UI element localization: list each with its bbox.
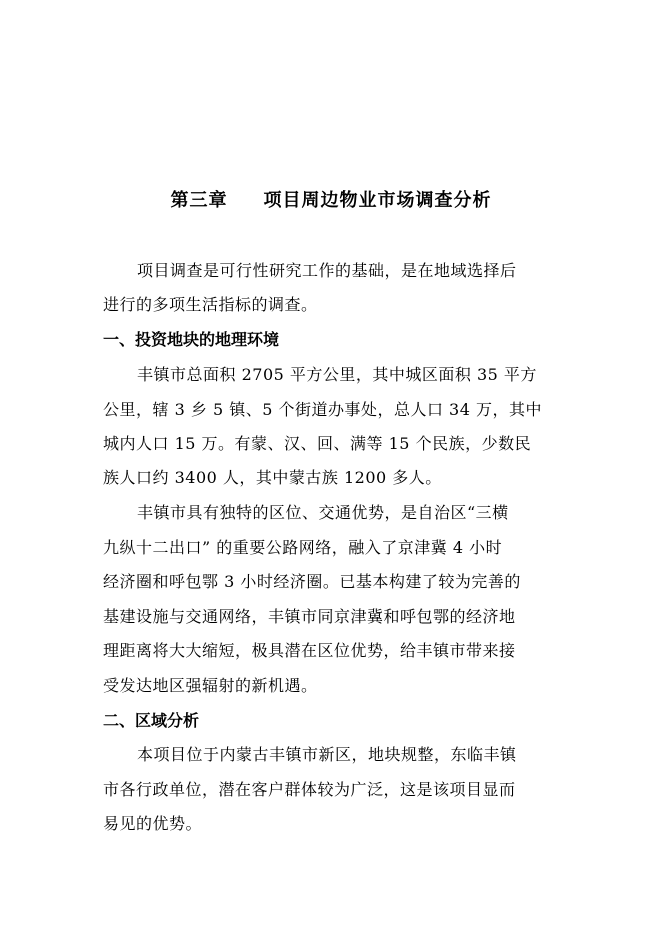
paragraph-line: 受发达地区强辐射的新机遇。 xyxy=(103,676,318,695)
chapter-number: 第三章 xyxy=(170,190,228,211)
paragraph-line: 经济圈和呼包鄂 3 小时经济圈。已基本构建了较为完善的 xyxy=(103,572,521,591)
paragraph-line: 本项目位于内蒙古丰镇市新区，地块规整，东临丰镇 xyxy=(137,745,517,764)
paragraph-line: 族人口约 3400 人，其中蒙古族 1200 多人。 xyxy=(103,468,442,487)
paragraph-line: 基建设施与交通网络，丰镇市同京津冀和呼包鄂的经济地 xyxy=(103,607,516,626)
chapter-title xyxy=(0,186,662,212)
intro-line: 进行的多项生活指标的调查。 xyxy=(103,295,318,314)
paragraph-line: 理距离将大大缩短，极具潜在区位优势，给丰镇市带来接 xyxy=(103,641,516,660)
paragraph-line: 易见的优势。 xyxy=(103,814,203,833)
paragraph-line: 城内人口 15 万。有蒙、汉、回、满等 15 个民族，少数民 xyxy=(103,434,532,453)
paragraph-line: 市各行政单位，潜在客户群体较为广泛，这是该项目显而 xyxy=(103,780,516,799)
paragraph-line: 公里，辖 3 乡 5 镇、5 个街道办事处，总人口 34 万，其中 xyxy=(103,400,543,419)
section-heading: 二、区域分析 xyxy=(103,711,200,730)
chapter-name: 项目周边物业市场调查分析 xyxy=(263,190,492,211)
paragraph-line: 丰镇市总面积 2705 平方公里，其中城区面积 35 平方 xyxy=(137,365,537,384)
paragraph-line: 丰镇市具有独特的区位、交通优势，是自治区“三横 xyxy=(137,503,509,522)
section-heading: 一、投资地块的地理环境 xyxy=(103,330,280,349)
intro-line: 项目调查是可行性研究工作的基础，是在地域选择后 xyxy=(137,261,517,280)
paragraph-line: 九纵十二出口” 的重要公路网络，融入了京津冀 4 小时 xyxy=(103,538,503,557)
